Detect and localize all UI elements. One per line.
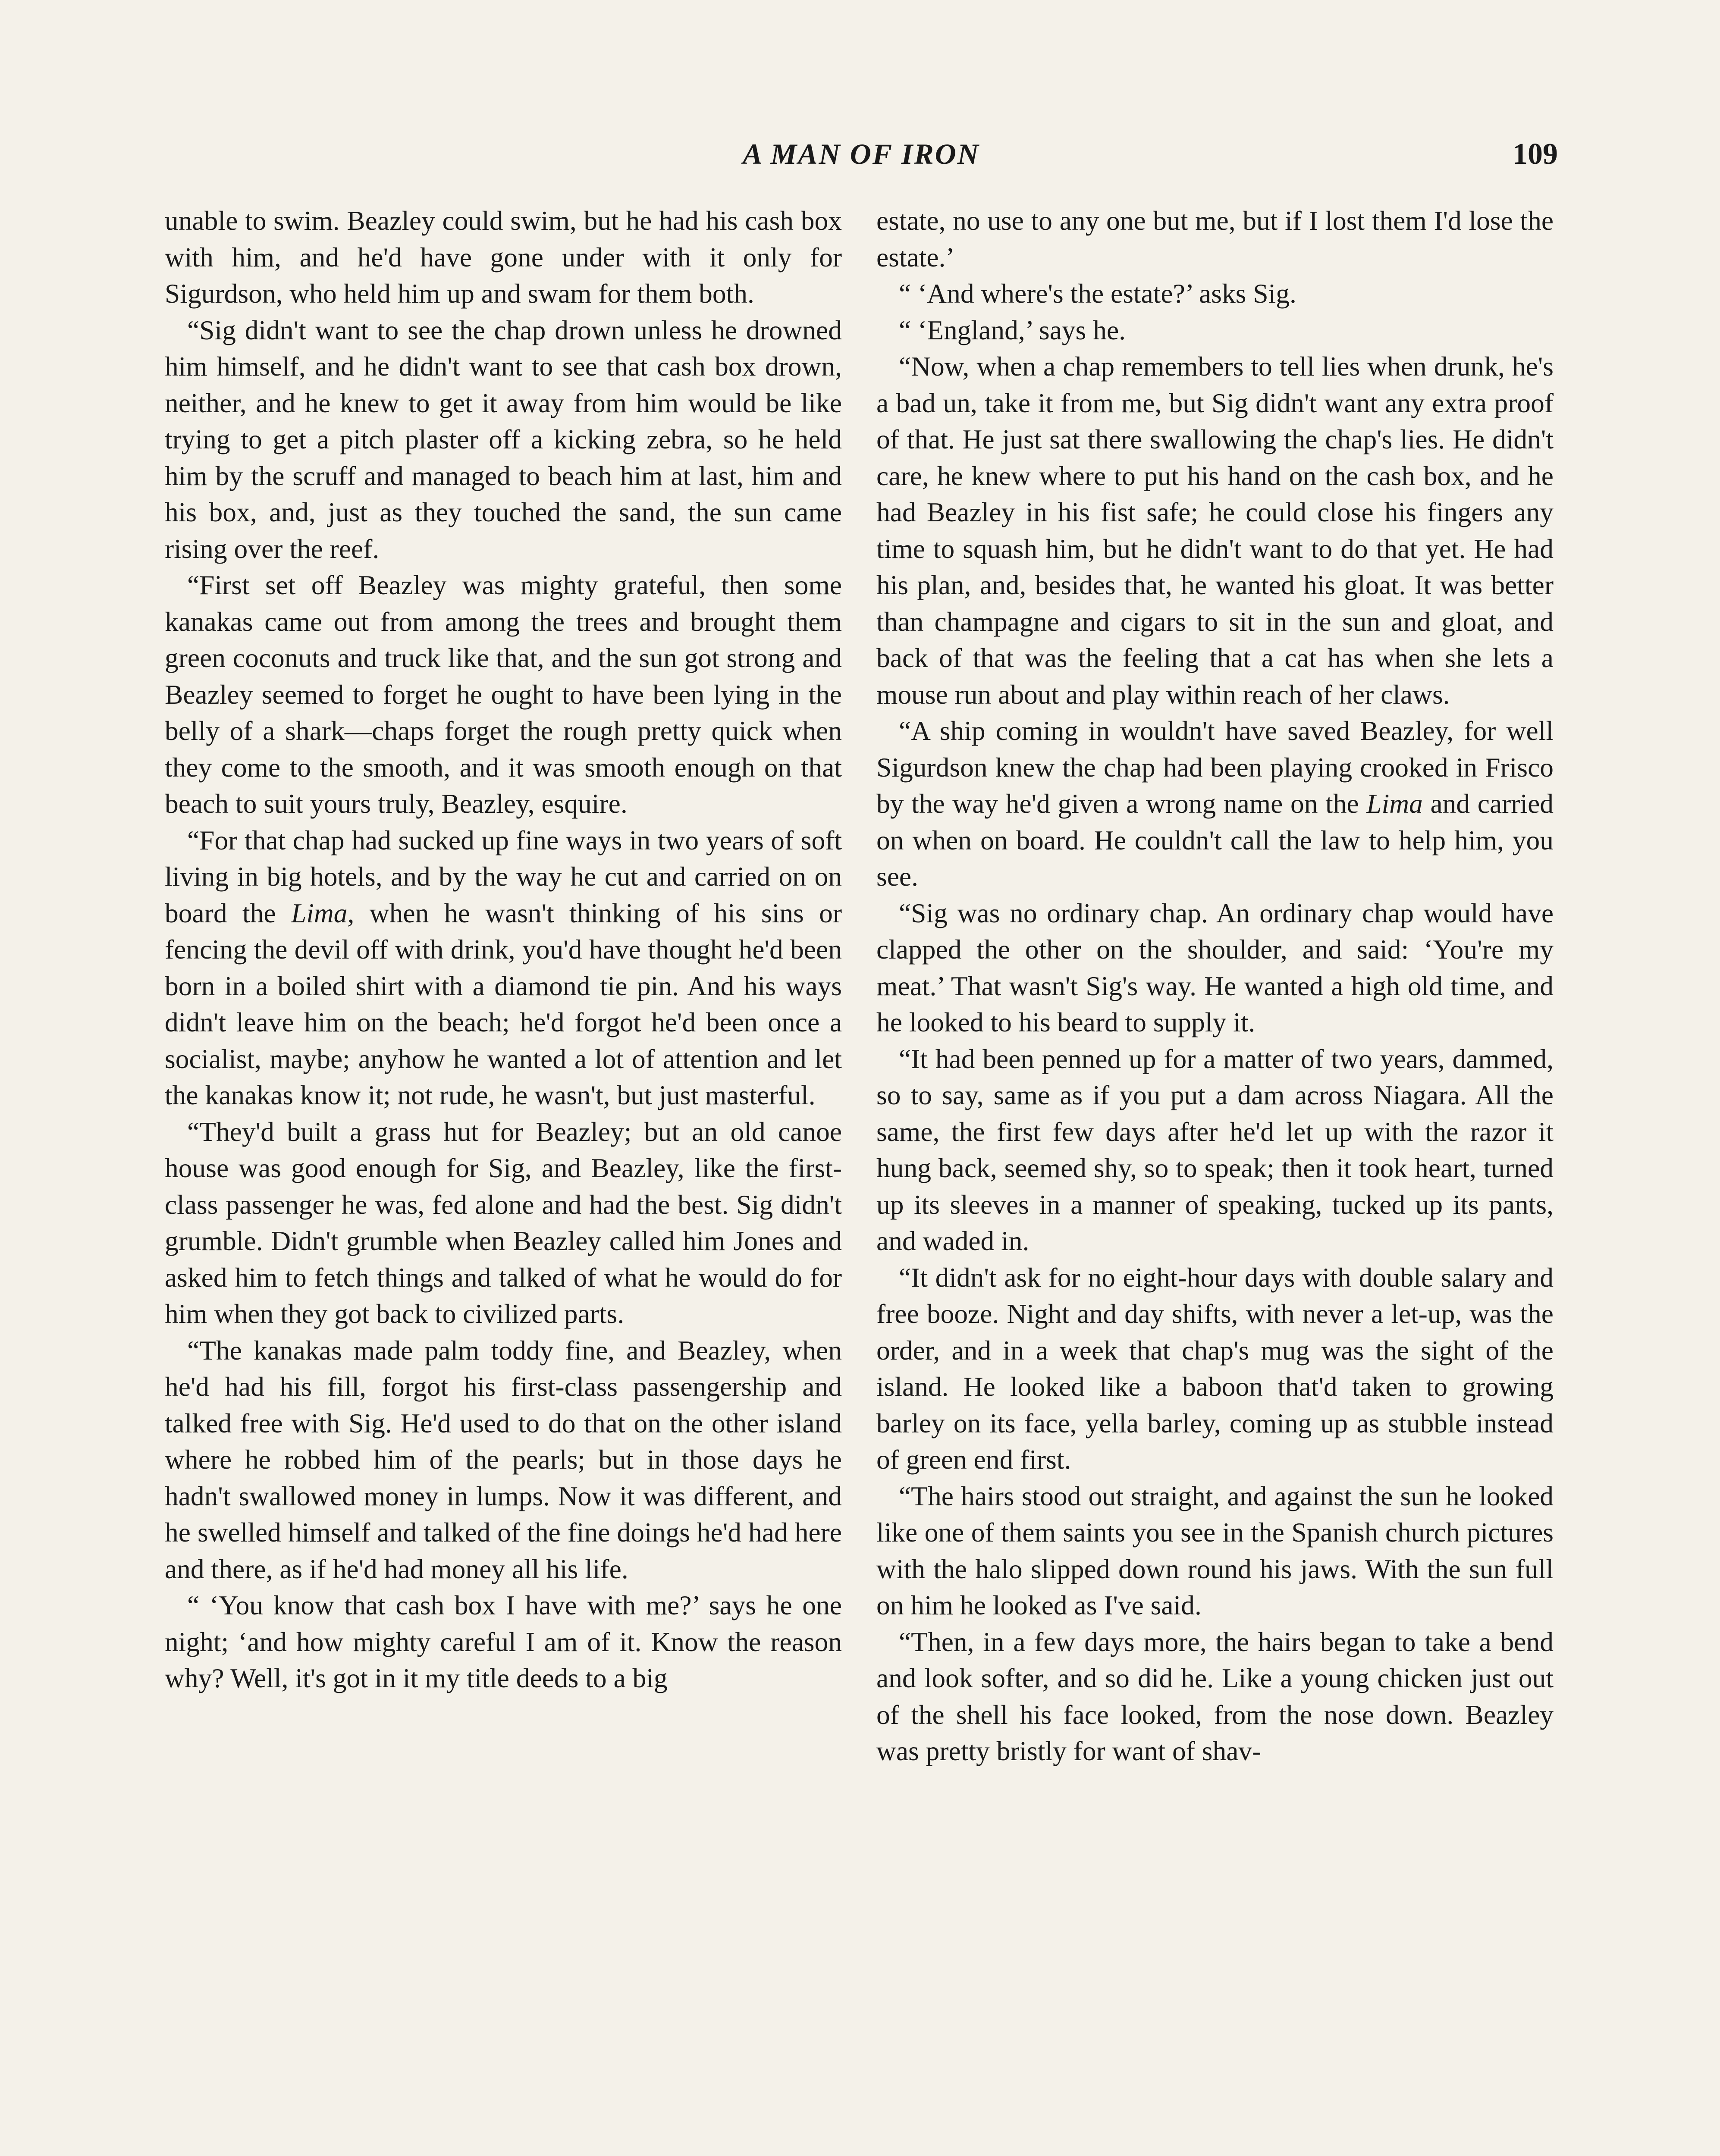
paragraph: “They'd built a grass hut for Beazley; but an old canoe house was good enough for Sig, and Beazley, like the first-class passenger he was, fed alone and had the best. Sig didn't grumble. Didn't grumble when Beazley called him Jones and asked him to fetch things and talked of what he would do for him when they got back to civilized parts. (165, 1116, 842, 1329)
paragraph-text: “A ship coming in wouldn't have saved Beazley, for well Sigurdson knew the chap had been playing crooked in Frisco by the way he'd given a wrong name on the (876, 715, 1554, 819)
paragraph-text: when he wasn't thinking of his sins or fencing the devil off with drink, you'd have thought he'd been born in a boiled shirt with a diamond tie pin. And his ways didn't leave him on the beach; he'd forgot he'd been once a socialist, maybe; anyhow he wanted a lot of attention and let the kanakas know it; not rude, he wasn't, but just masterful. (165, 897, 842, 1110)
paragraph: “ ‘England,’ says he. (899, 314, 1126, 345)
paragraph: “The hairs stood out straight, and against the sun he looked like one of them saints you see in the Spanish church pictures with the halo slipped down round his jaws. With the sun full on him he looked as I've said. (876, 1480, 1554, 1620)
paragraph: “The kanakas made palm toddy fine, and Beazley, when he'd had his fill, forgot his first-class passengership and talked free with Sig. He'd used to do that on the other island where he robbed him of the pearls; but in those days he hadn't swallowed money in lumps. Now it was different, and he swelled himself and talked of the fine doings he'd had here and there, as if he'd had money all his life. (165, 1335, 842, 1584)
paragraph: “Sig didn't want to see the chap drown unless he drowned him himself, and he didn't want to see that cash box drown, neither, and he knew to get it away from him would be like trying to get a pitch plaster off a kicking zebra, so he held him by the scruff and managed to beach him at last, him and his box, and, just as they touched the sand, the sun came rising over the reef. (165, 314, 842, 564)
paragraph-text: and carried on when on board. He couldn't call the law to help him, you see. (876, 788, 1554, 892)
left-column (165, 203, 842, 2156)
paragraph (876, 713, 1554, 895)
paragraph: estate, no use to any one but me, but if I lost them I'd lose the estate.’ (876, 205, 1554, 273)
page-number: 109 (1513, 138, 1558, 171)
paragraph (165, 822, 842, 1114)
paragraph-text: “For that chap had sucked up fine ways in two years of soft living in big hotels, and by the way he cut and carried on on board the (165, 824, 842, 928)
paragraph: “Then, in a few days more, the hairs began to take a bend and look softer, and so did he. Like a young chicken just out of the shell his face looked, from the nose down. Beazley was pretty bristly for want of shav- (876, 1626, 1554, 1766)
paragraph: “Now, when a chap remembers to tell lies when drunk, he's a bad un, take it from me, but Sig didn't want any extra proof of that. He just sat there swallowing the chap's lies. He didn't care, he knew where to put his hand on the cash box, and he had Beazley in his fist safe; he could close his fingers any time to squash him, but he didn't want to do that yet. He had his plan, and, besides that, he wanted his gloat. It was better than champagne and cigars to sit in the sun and gloat, and back of that was the feeling that a cat has when she lets a mouse run about and play within reach of her claws. (876, 351, 1554, 710)
paragraph: “It had been penned up for a matter of two years, dammed, so to say, same as if you put a dam across Niagara. All the same, the first few days after he'd let up with the razor it hung back, seemed shy, so to speak; then it took heart, turned up its sleeves in a manner of speaking, tucked up its pants, and waded in. (876, 1043, 1554, 1256)
ship-name: Lima (1366, 788, 1423, 819)
paragraph: unable to swim. Beazley could swim, but he had his cash box with him, and he'd have gone under with it only for Sigurdson, who held him up and swam for them both. (165, 205, 842, 309)
paragraph: “It didn't ask for no eight-hour days with double salary and free booze. Night and day shifts, with never a let-up, was the order, and in a week that chap's mug was the sight of the island. He looked like a baboon that'd taken to growing barley on its face, yella barley, coming up as stubble instead of green end first. (876, 1262, 1554, 1475)
paragraph: “ ‘And where's the estate?’ asks Sig. (899, 278, 1296, 309)
paragraph: “Sig was no ordinary chap. An ordinary chap would have clapped the other on the shoulder, and said: ‘You're my meat.’ That wasn't Sig's way. He wanted a high old time, and he looked to his beard to supply it. (876, 897, 1554, 1037)
running-title: A MAN OF IRON (743, 138, 980, 170)
paragraph: “ ‘You know that cash box I have with me?’ says he one night; ‘and how mighty careful I am of it. Know the reason why? Well, it's got in it my title deeds to a big (165, 1590, 842, 1693)
page-header (165, 137, 1558, 185)
right-column (876, 203, 1554, 2156)
paragraph: “First set off Beazley was mighty grateful, then some kanakas came out from among the trees and brought them green coconuts and truck like that, and the sun got strong and Beazley seemed to forget he ought to have been lying in the belly of a shark—chaps forget the rough pretty quick when they come to the smooth, and it was smooth enough on that beach to suit yours truly, Beazley, esquire. (165, 570, 842, 819)
ship-name: Lima, (291, 897, 355, 928)
